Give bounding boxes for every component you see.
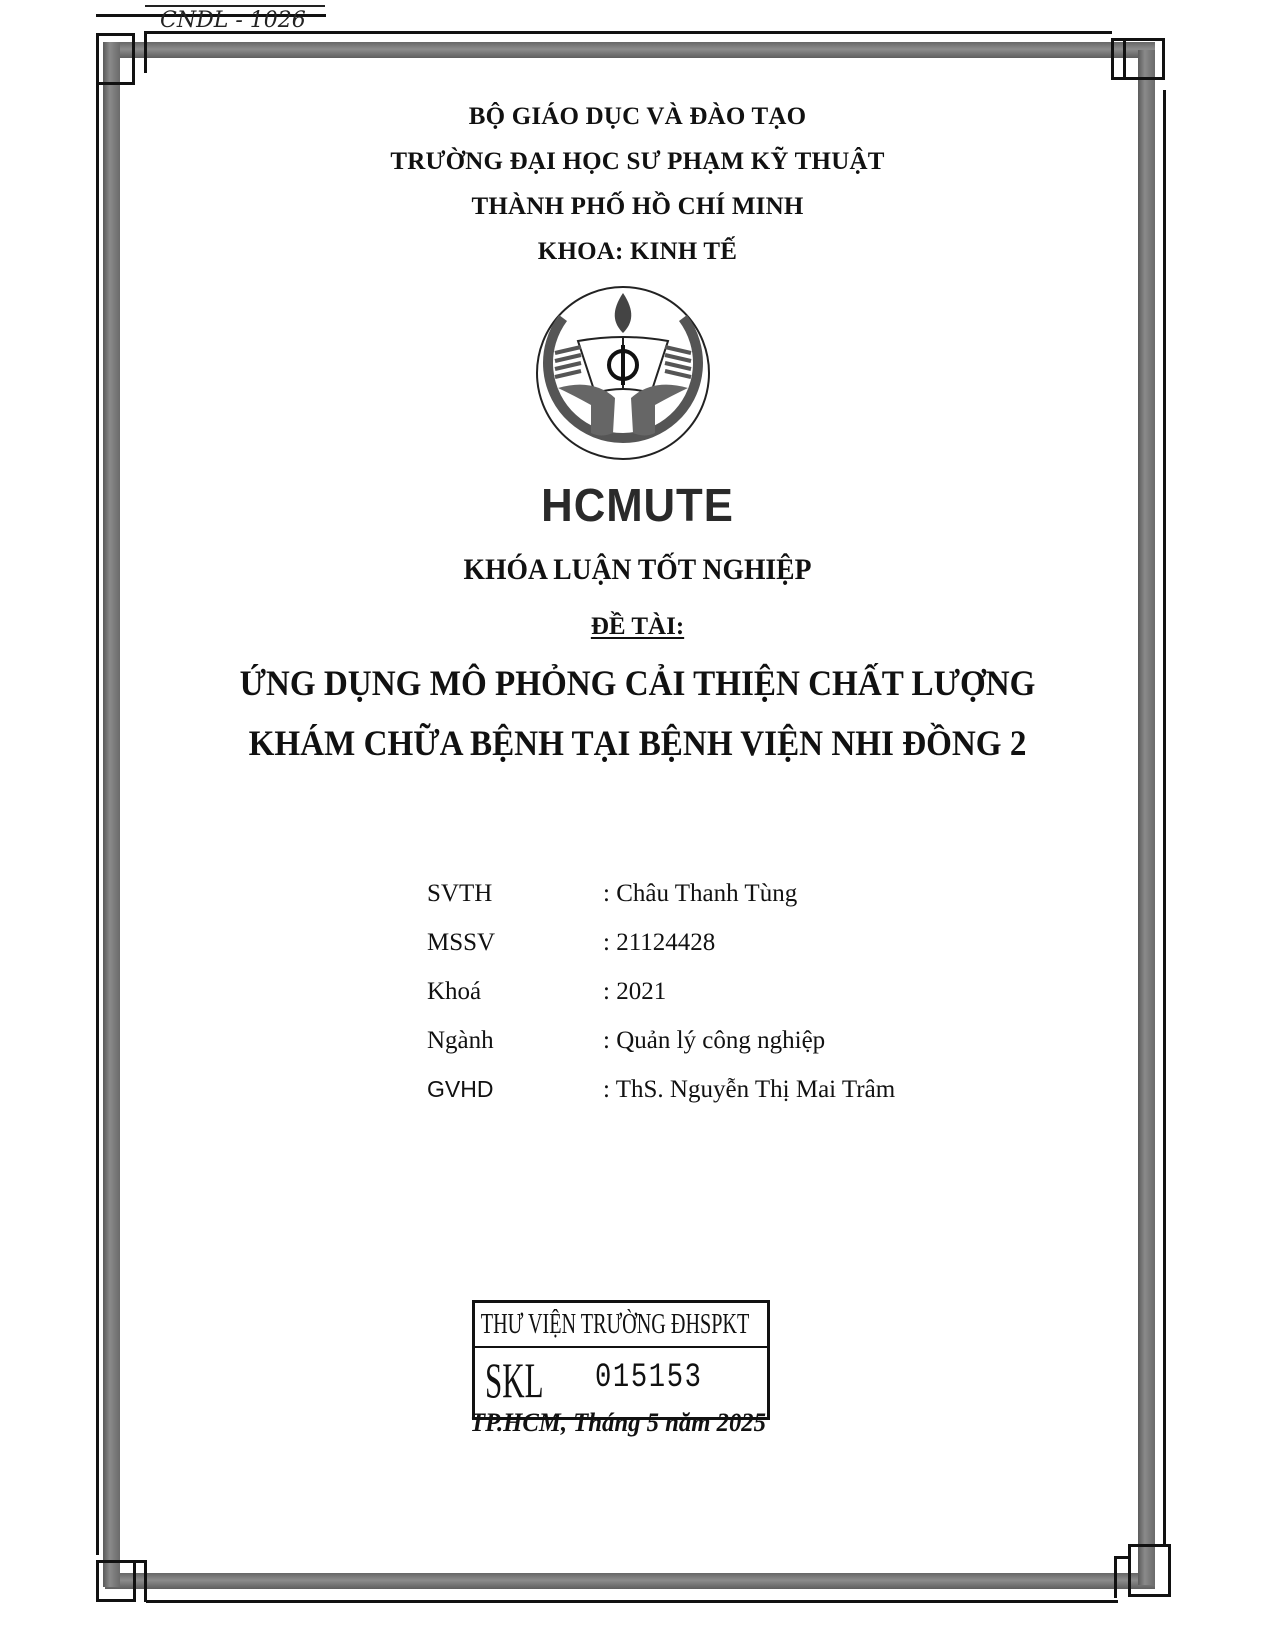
thesis-type: KHÓA LUẬN TỐT NGHIỆP: [463, 553, 812, 586]
place-date: TP.HCM, Tháng 5 năm 2025: [470, 1408, 767, 1437]
corner-top-left-a: [96, 33, 135, 85]
frame-right-line: [1163, 90, 1166, 1545]
info-value: : 21124428: [603, 929, 716, 956]
handwritten-note-box: [145, 5, 325, 7]
stamp-library-name: THƯ VIỆN TRƯỜNG ĐHSPKT: [475, 1303, 769, 1348]
corner-top-right-b: [1111, 38, 1126, 80]
info-label: Ngành: [427, 1027, 494, 1054]
info-value: : Quản lý công nghiệp: [603, 1027, 826, 1054]
hcmute-emblem-icon: [533, 283, 713, 463]
corner-bottom-right-a: [1128, 1544, 1171, 1597]
info-row-student: [427, 880, 797, 908]
topic-label-wrap: [0, 613, 1275, 641]
thesis-title-line-2: KHÁM CHỮA BỆNH TẠI BỆNH VIỆN NHI ĐỒNG 2: [248, 723, 1027, 763]
stamp-number: 015153: [595, 1359, 703, 1397]
topic-label: ĐỀ TÀI:: [590, 613, 685, 640]
frame-bottom-line: [146, 1600, 1118, 1603]
info-label: MSSV: [427, 929, 496, 956]
info-value: : Châu Thanh Tùng: [603, 880, 798, 907]
frame-left-line: [96, 85, 99, 1555]
library-stamp: [472, 1300, 770, 1420]
handwritten-note: CNDL - 1026: [160, 8, 306, 33]
university-name: TRƯỜNG ĐẠI HỌC SƯ PHẠM KỸ THUẬT: [390, 148, 885, 175]
info-row-cohort: [427, 978, 666, 1006]
frame-bottom-bar: [105, 1573, 1155, 1589]
info-row-student-id: [427, 929, 715, 957]
info-value: : ThS. Nguyễn Thị Mai Trâm: [603, 1076, 896, 1103]
thesis-title-line-1: ỨNG DỤNG MÔ PHỎNG CẢI THIỆN CHẤT LƯỢNG: [239, 663, 1036, 703]
corner-bottom-right-b: [1114, 1556, 1130, 1598]
corner-bottom-left-b: [133, 1560, 147, 1602]
logo-text: HCMUTE: [541, 479, 734, 531]
faculty-name: KHOA: KINH TẾ: [537, 238, 738, 265]
city-name: THÀNH PHỐ HỒ CHÍ MINH: [471, 193, 804, 220]
info-label: SVTH: [427, 880, 493, 907]
info-label: Khoá: [427, 978, 482, 1005]
corner-bottom-left-a: [96, 1560, 136, 1602]
info-row-supervisor: [427, 1076, 895, 1104]
info-label: GVHD: [427, 1076, 494, 1102]
frame-left-bar: [103, 42, 120, 1587]
frame-right-bar: [1138, 50, 1155, 1585]
corner-top-right-a: [1123, 38, 1165, 80]
corner-top-left-b: [144, 31, 148, 73]
info-value: : 2021: [603, 978, 667, 1005]
stamp-code: SKL: [485, 1352, 544, 1408]
info-row-major: [427, 1027, 825, 1055]
ministry-name: BỘ GIÁO DỤC VÀ ĐÀO TẠO: [468, 103, 807, 130]
frame-top-bar: [105, 42, 1155, 58]
